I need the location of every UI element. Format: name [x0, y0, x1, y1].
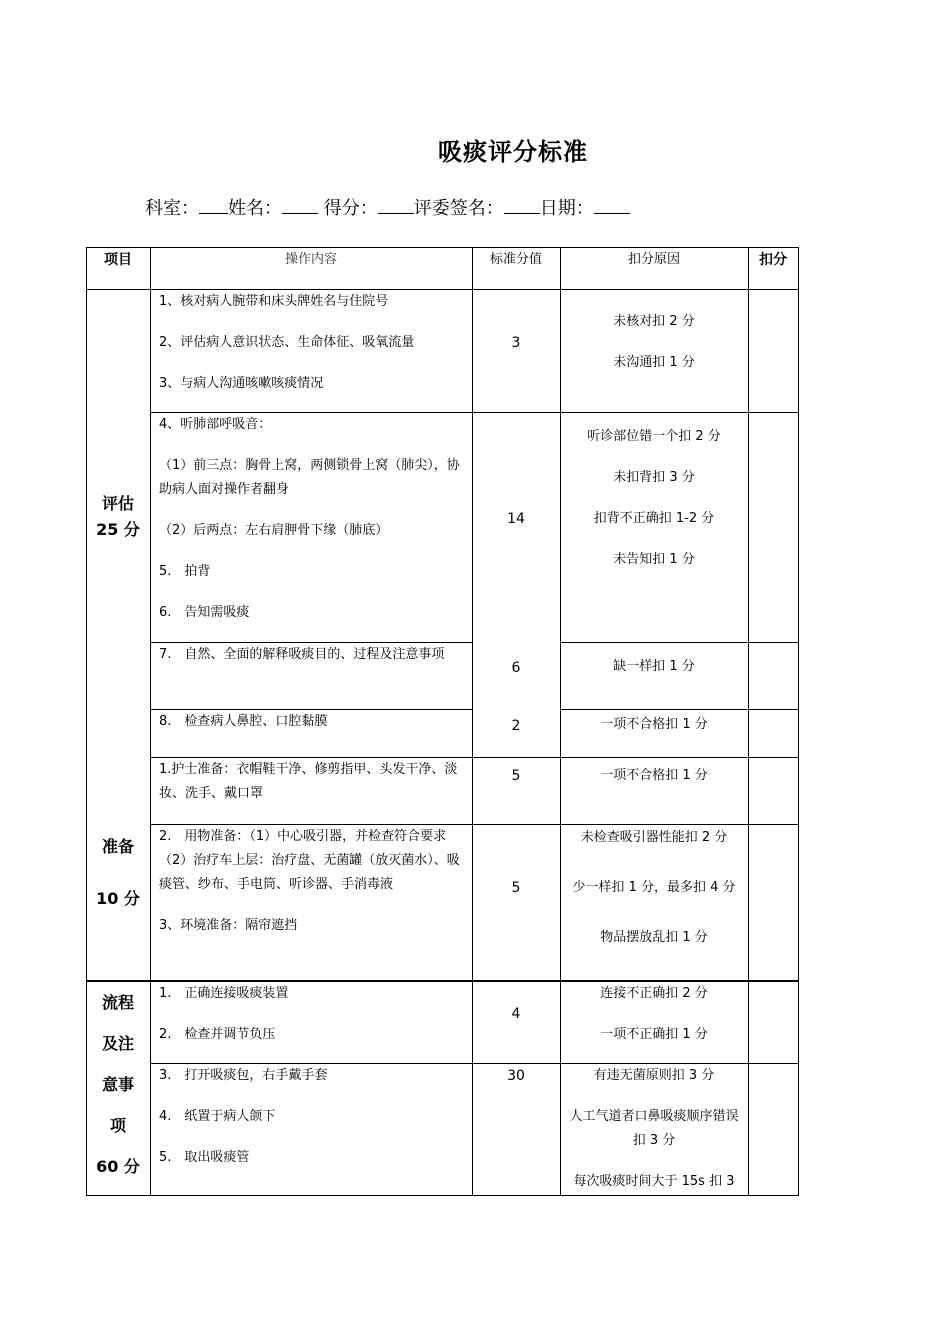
judge-label: 评委签名：	[413, 198, 504, 219]
reason-line: 扣背不正确扣 1-2 分	[593, 511, 715, 526]
row-content	[159, 413, 464, 625]
row-reasons	[560, 655, 748, 679]
section-assess-points: 25 分	[96, 520, 140, 539]
reason-line: 一项不合格扣 1 分	[600, 717, 708, 732]
reason-line: 未告知扣 1 分	[613, 552, 695, 567]
reason-line: 有违无菌原则扣 3 分	[593, 1068, 715, 1083]
section-process-label-2: 及注	[101, 1034, 134, 1053]
row-reasons	[560, 826, 748, 950]
header-deduct: 扣分	[759, 252, 787, 268]
row-score: 5	[511, 768, 521, 784]
row-score: 30	[507, 1068, 525, 1084]
row-score: 3	[511, 335, 521, 351]
row-content	[159, 758, 464, 806]
page-title: 吸痰评分标准	[438, 138, 588, 166]
content-line: 1、核对病人腕带和床头牌姓名与住院号	[159, 294, 389, 309]
section-process-label-3: 意事	[101, 1075, 134, 1094]
row-score: 5	[511, 880, 521, 896]
reason-line: 缺一样扣 1 分	[613, 659, 695, 674]
reason-line: 每次吸痰时间大于 15s 扣 3	[573, 1174, 735, 1189]
header-content: 操作内容	[284, 252, 337, 267]
content-line: 2、评估病人意识状态、生命体征、吸氧流量	[159, 335, 415, 350]
deduct-cell[interactable]	[749, 982, 798, 1063]
reason-line: 未扣背扣 3 分	[613, 470, 695, 485]
deduct-cell[interactable]	[749, 710, 798, 757]
reason-line: 一项不合格扣 1 分	[600, 768, 708, 783]
reason-line: 人工气道者口鼻吸痰顺序错误扣 3 分	[569, 1109, 739, 1148]
section-prepare-label: 准备	[101, 837, 134, 856]
content-line: 2. 检查并调节负压	[159, 1027, 276, 1042]
name-label: 姓名：	[228, 198, 282, 219]
row-score: 2	[511, 718, 521, 734]
reason-line: 少一样扣 1 分，最多扣 4 分	[572, 880, 736, 895]
row-score: 14	[507, 511, 525, 527]
content-line: 3. 打开吸痰包，右手戴手套	[159, 1068, 328, 1083]
row-content	[159, 982, 464, 1047]
content-line: 3、环境准备：隔帘遮挡	[159, 918, 298, 933]
row-score: 4	[511, 1006, 521, 1022]
content-line: 8. 检查病人鼻腔、口腔黏膜	[159, 714, 328, 729]
content-line: 3、与病人沟通咳嗽咳痰情况	[159, 376, 324, 391]
content-line: 4、听肺部呼吸音：	[159, 417, 272, 432]
reason-line: 一项不正确扣 1 分	[600, 1027, 708, 1042]
content-line: 5. 拍背	[159, 564, 211, 579]
header-reason: 扣分原因	[627, 252, 680, 267]
header-score: 标准分值	[489, 252, 542, 267]
content-line: （1）前三点：胸骨上窝，两侧锁骨上窝（肺尖），协助病人面对操作者翻身	[159, 458, 460, 497]
content-line: 6. 告知需吸痰	[159, 605, 250, 620]
table-border	[86, 1195, 799, 1196]
content-line: （2）后两点：左右肩胛骨下缘（肺底）	[159, 523, 389, 538]
section-process-points: 60 分	[96, 1157, 140, 1176]
content-line: 2. 用物准备：（1）中心吸引器，并检查符合要求（2）治疗车上层：治疗盘、无菌罐（放灭菌水）、吸痰管、纱布、手电筒、听诊器、手消毒液	[159, 829, 460, 892]
row-score: 6	[511, 660, 521, 676]
reason-line: 未核对扣 2 分	[613, 314, 695, 329]
score-label: 得分：	[323, 198, 378, 219]
content-line: 5. 取出吸痰管	[159, 1150, 250, 1165]
content-line: 1. 正确连接吸痰装置	[159, 986, 289, 1001]
row-reasons	[560, 713, 748, 737]
section-prepare-points: 10 分	[96, 889, 140, 908]
header-item: 项目	[104, 252, 132, 268]
deduct-cell[interactable]	[749, 1064, 798, 1195]
content-line: 4. 纸置于病人颌下	[159, 1109, 276, 1124]
row-reasons	[560, 982, 748, 1047]
section-process	[86, 982, 150, 1187]
content-line: 1.护士准备：衣帽鞋干净、修剪指甲、头发干净、淡妆、洗手、戴口罩	[159, 762, 458, 801]
date-label: 日期：	[539, 198, 594, 219]
section-assess-label: 评估	[101, 494, 134, 513]
row-content	[159, 643, 464, 667]
row-content	[159, 825, 464, 938]
table-border	[798, 247, 799, 1196]
reason-line: 未沟通扣 1 分	[613, 355, 695, 370]
row-content	[159, 1064, 464, 1170]
deduct-cell[interactable]	[749, 290, 798, 412]
content-line: 7. 自然、全面的解释吸痰目的、过程及注意事项	[159, 647, 445, 662]
row-content	[159, 710, 464, 734]
row-reasons	[560, 425, 748, 572]
section-process-label-1: 流程	[101, 993, 134, 1012]
row-reasons	[560, 310, 748, 375]
row-reasons	[560, 764, 748, 788]
reason-line: 未检查吸引器性能扣 2 分	[580, 830, 728, 845]
row-content	[159, 290, 464, 396]
deduct-cell[interactable]	[749, 825, 798, 980]
section-prepare	[86, 834, 150, 912]
table-border	[150, 247, 151, 1196]
deduct-cell[interactable]	[749, 758, 798, 824]
dept-label: 科室：	[145, 198, 199, 219]
reason-line: 连接不正确扣 2 分	[600, 986, 708, 1001]
reason-line: 听诊部位错一个扣 2 分	[587, 429, 721, 444]
deduct-cell[interactable]	[749, 413, 798, 642]
reason-line: 物品摆放乱扣 1 分	[600, 930, 708, 945]
deduct-cell[interactable]	[749, 643, 798, 709]
section-process-label-4: 项	[109, 1116, 126, 1135]
section-assess	[86, 491, 150, 543]
row-reasons	[568, 1064, 740, 1194]
